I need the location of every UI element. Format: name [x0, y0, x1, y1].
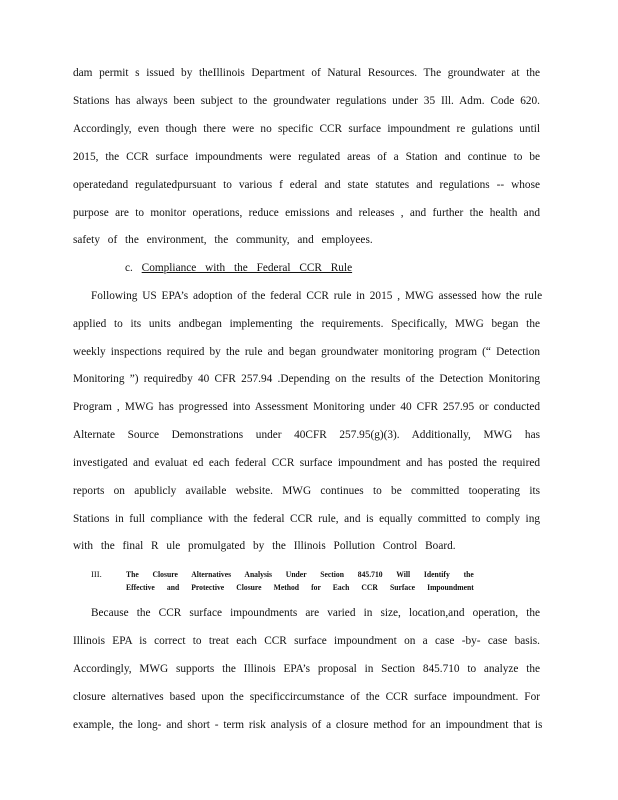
- paragraph1-line: 2015, the CCR surface impoundments were regulated areas of a Station and continue to be: [73, 151, 540, 163]
- paragraph2-line: Stations in full compliance with the federal CCR rule, and is equally committed to comply ing: [73, 513, 540, 525]
- paragraph3-line: Illinois EPA is correct to treat each CCR surface impoundment on a case -by- case basis.: [73, 635, 540, 647]
- paragraph3-line: closure alternatives based upon the specificcircumstance of the CCR surface impoundment. For: [73, 691, 540, 703]
- paragraph3-line: example, the long- and short - term risk analysis of a closure method for an impoundment that is: [73, 719, 543, 731]
- paragraph1-line: operatedand regulatedpursuant to various f ederal and state statutes and regulations -- whose: [73, 179, 540, 191]
- paragraph1-line: Accordingly, even though there were no specific CCR surface impoundment re gulations until: [73, 123, 540, 135]
- paragraph2-line: Program , MWG has progressed into Assessment Monitoring under 40 CFR 257.95 or conducted: [73, 401, 540, 413]
- paragraph2-line: Monitoring ”) requiredby 40 CFR 257.94 .Depending on the results of the Detection Monitoring: [73, 373, 540, 385]
- paragraph1-line: safety of the environment, the community, and employees.: [73, 234, 373, 246]
- section-number: III.: [91, 569, 102, 579]
- paragraph2-line: investigated and evaluat ed each federal CCR surface impoundment and has posted the required: [73, 457, 540, 469]
- paragraph2-line: reports on apublicly available website. MWG continues to be committed tooperating its: [73, 485, 540, 497]
- paragraph2-line: weekly inspections required by the rule and began groundwater monitoring program (“ Detection: [73, 346, 540, 358]
- subheading-title: Compliance with the Federal CCR Rule: [141, 262, 353, 274]
- section-title-line: The Closure Alternatives Analysis Under Section 845.710 Will Identify the: [126, 570, 474, 579]
- paragraph1-line: dam permit s issued by theIllinois Department of Natural Resources. The groundwater at the: [73, 67, 540, 79]
- section-title-line: Effective and Protective Closure Method for Each CCR Surface Impoundment: [126, 583, 474, 592]
- paragraph1-line: Stations has always been subject to the groundwater regulations under 35 Ill. Adm. Code 620.: [73, 95, 540, 107]
- subheading-letter: c.: [125, 262, 133, 274]
- paragraph2-line: applied to its units andbegan implementing the requirements. Specifically, MWG began the: [73, 318, 540, 330]
- paragraph2-line: Alternate Source Demonstrations under 40CFR 257.95(g)(3). Additionally, MWG has: [73, 429, 540, 441]
- paragraph2-line: with the final R ule promulgated by the Illinois Pollution Control Board.: [73, 540, 456, 552]
- paragraph2-line: Following US EPA’s adoption of the federal CCR rule in 2015 , MWG assessed how the rule: [91, 290, 543, 302]
- paragraph3-line: Accordingly, MWG supports the Illinois EPA’s proposal in Section 845.710 to analyze the: [73, 663, 540, 675]
- subheading: [125, 261, 352, 275]
- paragraph3-line: Because the CCR surface impoundments are varied in size, location,and operation, the: [91, 607, 540, 619]
- paragraph1-line: purpose are to monitor operations, reduce emissions and releases , and further the health and: [73, 207, 540, 219]
